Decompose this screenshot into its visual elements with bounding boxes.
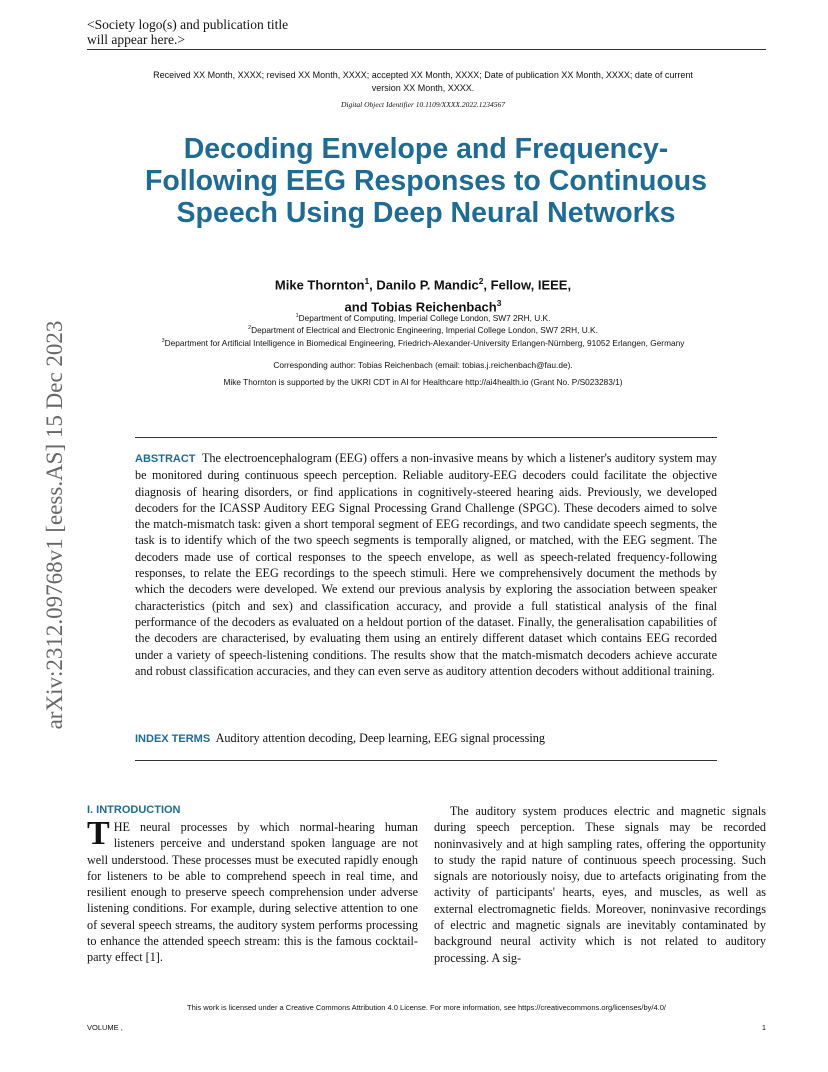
author-name: and Tobias Reichenbach — [344, 299, 497, 315]
intro-paragraph: HE neural processes by which normal-hearing human listeners perceive and understand spoken language are not well understood. These processes must be executed rapidly enough for listeners to be able to comprehend speech in real time, and resilient enough to preserve speech comprehension under adverse listening conditions. For example, during selective attention to one of several speech streams, the auditory system performs processing to enhance the attended speech stream: this is the famous cocktail-party effect [1]. — [87, 820, 418, 965]
society-placeholder: <Society logo(s) and publication title will appear here.> — [87, 17, 289, 47]
abstract-top-rule — [135, 437, 717, 438]
author-affil-mark: 1 — [364, 276, 370, 286]
author-name: , Danilo P. Mandic — [369, 277, 479, 293]
abstract-bottom-rule — [135, 760, 717, 761]
doi: Digital Object Identifier 10.1109/XXXX.2022.1234567 — [340, 100, 505, 109]
affiliation: $^2$Department of Electrical and Electronic Engineering, Imperial College London, SW7 2RH, U.K. — [248, 325, 598, 336]
abstract-text: The electroencephalogram (EEG) offers a non-invasive means by which a listener's auditory system may be monitored during continuous speech perception. Reliable auditory-EEG decoders could facilitate the objective diagnosis of hearing disorders, or find applications in cognitively-steered hearing aids. Previously, we developed decoders for the ICASSP Auditory EEG Signal Processing Grand Challenge (SPGC). These decoders aimed to solve the match-mismatch task: given a short temporal segment of EEG recordings, and two candidate speech segments, the task is to identify which of the two speech segments is temporally aligned, or matched, with the EEG segment. The decoders made use of cortical responses to the speech envelope, as well as speech-related frequency-following responses, to relate the EEG recordings to the speech stimuli. Here we comprehensively document the methods by which the decoders were developed. We extend our previous analysis by exploring the association between speaker characteristics (pitch and sex) and classification accuracy, and provide a full statistical analysis of the final performance of the decoders as evaluated on a heldout portion of the dataset. Finally, the generalisation capabilities of the decoders are characterised, by evaluating them using an entirely different dataset which contains EEG recorded under a variety of speech-listening conditions. The results show that the match-mismatch decoders achieve accurate and robust classification accuracies, and they can even serve as auditory attention decoders without additional training. — [135, 451, 717, 678]
arxiv-stamp: arXiv:2312.09768v1 [eess.AS] 15 Dec 2023 — [42, 320, 67, 730]
index-terms — [135, 730, 717, 747]
license-note: This work is licensed under a Creative Commons Attribution 4.0 License. For more information, see https://creativecommons.org/licenses/by/4.0/ — [187, 1003, 666, 1012]
affil-mark: 3 — [161, 337, 165, 344]
affiliation: $^1$Department of Computing, Imperial College London, SW7 2RH, U.K. — [295, 312, 551, 323]
header-rule — [87, 49, 766, 50]
page-number: 1 — [761, 1023, 766, 1032]
corresponding-author: Corresponding author: Tobias Reichenbach (email: tobias.j.reichenbach@fau.de). — [273, 360, 573, 370]
section-heading: I. INTRODUCTION — [87, 804, 181, 816]
received-dates: Received XX Month, XXXX; revised XX Month, XXXX; accepted XX Month, XXXX; Date of publication XX Month, XXXX; date of current version XX Month, XXXX. — [153, 70, 693, 93]
funding-note: Mike Thornton is supported by the UKRI CDT in AI for Healthcare http://ai4health.io (Grant No. P/S023283/1) — [223, 377, 623, 387]
index-terms-text: Auditory attention decoding, Deep learning, EEG signal processing — [215, 731, 545, 745]
author-affil-mark: 3 — [496, 298, 502, 309]
author-title: , Fellow, IEEE, — [483, 277, 572, 293]
affil-mark: 2 — [248, 325, 252, 332]
paper-title: Decoding Envelope and Frequency-Following EEG Responses to Continuous Speech Using Deep Neural Networks — [144, 133, 708, 229]
drop-cap: T — [87, 815, 110, 852]
author-affil-mark: 2 — [478, 276, 484, 286]
index-terms-label: INDEX TERMS — [135, 733, 211, 745]
affil-mark: 1 — [295, 313, 299, 319]
author-name: Mike Thornton — [274, 277, 365, 293]
intro-right-column: The auditory system produces electric and magnetic signals during speech perception. These signals may be recorded noninvasively and at high sampling rates, offering the opportunity to study the rapid nature of continuous speech processing. Such signals are notoriously noisy, due to artefacts originating from the activity of participants' hearts, eyes, and muscles, as well as external electromagnetic fields. Moreover, noninvasive recordings of electric and magnetic signals are inevitably contaminated by background neural activity which is not related to auditory processing. A sig- — [434, 804, 766, 965]
abstract-label: ABSTRACT — [135, 453, 196, 465]
author-list — [150, 272, 696, 317]
affiliations — [150, 311, 696, 348]
affiliation: $^3$Department for Artificial Intelligence in Biomedical Engineering, Friedrich-Alexander-University Erlangen-Nürnberg, 91052 Erlangen, Germany — [161, 337, 685, 348]
intro-left-column — [87, 815, 418, 966]
volume-label: VOLUME , — [87, 1023, 123, 1032]
abstract — [135, 450, 717, 679]
